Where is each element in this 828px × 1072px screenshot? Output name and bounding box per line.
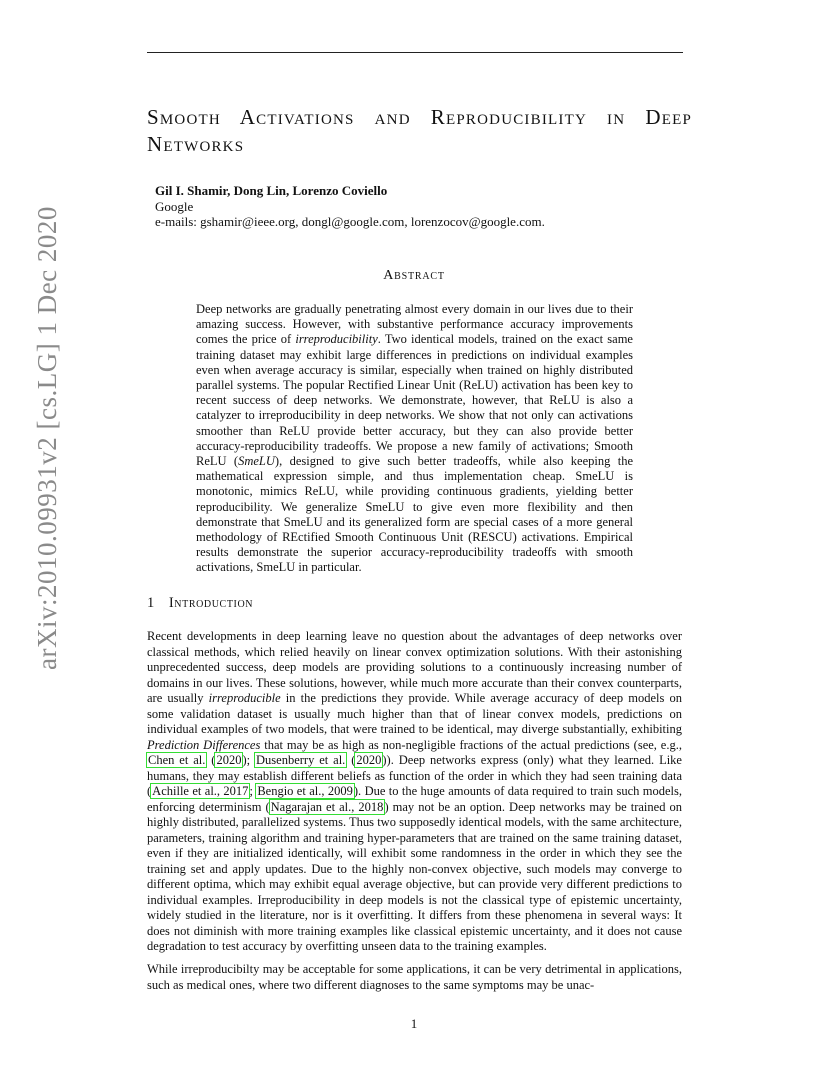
intro-text: ( [206, 753, 216, 767]
citation-link-bengio[interactable]: Bengio et al., 2009 [257, 784, 353, 798]
abstract-body [196, 302, 633, 576]
author-affiliation: Google [155, 198, 194, 214]
intro-text: ; [249, 784, 257, 798]
abstract-emphasis-1: irreproducibility [295, 332, 378, 347]
abstract-heading: Abstract [383, 268, 445, 283]
author-emails: e-mails: gshamir@ieee.org, dongl@google.com, lorenzocov@google.com. [155, 214, 545, 229]
top-rule [147, 52, 683, 53]
abstract-text-1: Deep networks are gradually penetrating almost every domain in our lives due to their amazing success. However, with substantive performance accuracy improvements comes the price of [196, 302, 633, 347]
citation-link-dusenberry-year[interactable]: 2020 [356, 753, 382, 767]
intro-text: ); [242, 753, 255, 767]
section-title: Introduction [168, 595, 254, 611]
intro-emphasis: Prediction Differences [147, 737, 261, 752]
citation-link-nagarajan[interactable]: Nagarajan et al., 2018 [270, 799, 384, 814]
citation-link-chen-year[interactable]: 2020 [216, 753, 242, 767]
page-number: 1 [410, 1016, 418, 1031]
intro-text: )). Deep networks express (only) what they learned. Like humans, they may establish different beliefs as function of the order in which they had seen training data ( [147, 753, 682, 798]
citation-link-chen[interactable]: Chen et al. [148, 753, 206, 767]
intro-text: ( [346, 753, 356, 767]
intro-text: ) may not be an option. Deep networks may be trained on highly distributed, parallelized systems. Thus two supposedly identical models, with the same architecture, parameters, training algorithm and training hyper-parameters that are trained on the same training dataset, even if they are initialized identically, will exhibit some randomness in the order in which they see the training set and apply updates. Due to the highly non-convex objective, such models may converge to different optima, which may exhibit equal average objective, but can provide very different predictions to individual examples. Irreproducibility in deep models is not the classical type of epistemic uncertainty, widely studied in the literature, nor is it overfitting. It differs from these phenomena in several ways: It does not diminish with more training examples like classical epistemic uncertainty, and it does not cause degradation to test accuracy by overfitting unseen data to the training examples. [147, 799, 682, 953]
abstract-emphasis-2: SmeLU [238, 454, 275, 469]
abstract-text-2: . Two identical models, trained on the exact same training dataset may exhibit large differences in predictions on individual examples even when average accuracy is similar, especially when trained on highly distributed parallel systems. The popular Rectified Linear Unit (ReLU) activation has been key to recent success of deep networks. We demonstrate, however, that ReLU is also a catalyzer to irreproducibility in deep networks. We show that not only can activations smoother than ReLU provide better accuracy, but they can also provide better accuracy-reproducibility tradeoffs. We propose a new family of activations; Smooth ReLU ( [196, 332, 633, 469]
intro-text: ). Due to the huge amounts of data required to train such models, enforcing determinism ( [147, 784, 682, 814]
author-names: Gil I. Shamir, Dong Lin, Lorenzo Coviello [155, 183, 388, 198]
intro-text: in the predictions they provide. While average accuracy of deep models on some validation dataset is usually much higher than that of linear convex models, predictions on individual examples of two models, that were trained to be identical, may diverge substantially, exhibiting [147, 691, 682, 736]
intro-text: Recent developments in deep learning leave no question about the advantages of deep networks over classical methods, which relied heavily on linear convex optimization solutions. With their astonishing unprecedented success, deep models are providing solutions to a continuously increasing number of domains in our lives. These solutions, however, while much more accurate than their convex counterparts, are usually [147, 629, 682, 705]
intro-paragraph-1 [147, 629, 682, 955]
paper-title: Smooth Activations and Reproducibility in Deep Networks [147, 105, 692, 156]
section-number: 1 [147, 595, 155, 611]
intro-text: that may be as high as non-negligible fractions of the actual predictions (see, e.g., [260, 737, 682, 752]
author-block [155, 183, 675, 230]
abstract-text-3: ), designed to give such better tradeoffs, while also keeping the mathematical expression simple, and thus implementation cheap. SmeLU is monotonic, mimics ReLU, while providing continuous gradients, yielding better reproducibility. We generalize SmeLU to give even more flexibility and then demonstrate that SmeLU and its generalized form are special cases of a more general methodology of REctified Smooth Continuous Unit (RESCU) activations. Empirical results demonstrate the superior accuracy-reproducibility tradeoffs with smooth activations, SmeLU in particular. [196, 454, 633, 575]
arxiv-stamp: arXiv:2010.09931v2 [cs.LG] 1 Dec 2020 [32, 206, 62, 670]
intro-paragraph-2: While irreproducibilty may be acceptable for some applications, it can be very detrimental in applications, such as medical ones, where two different diagnoses to the same symptoms may be unac- [147, 962, 682, 992]
intro-emphasis: irreproducible [208, 691, 281, 705]
citation-link-dusenberry[interactable]: Dusenberry et al. [256, 753, 346, 767]
section-heading-introduction [147, 595, 253, 612]
citation-link-achille[interactable]: Achille et al., 2017 [152, 784, 249, 798]
